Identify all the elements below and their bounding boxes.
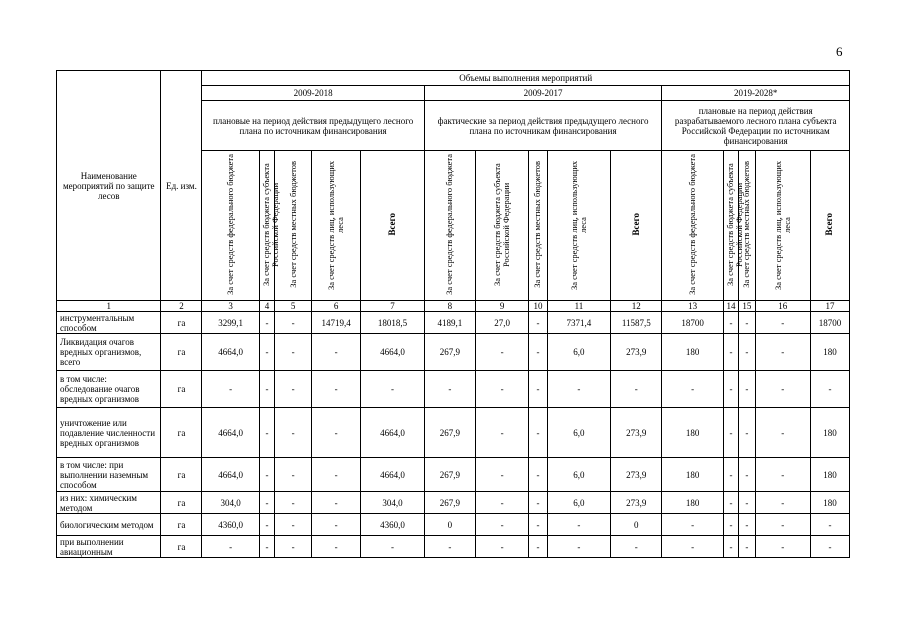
- col-num: 1: [57, 301, 161, 312]
- header-local-2: За счет средств местных бюджетов: [529, 151, 547, 301]
- col-num: 7: [361, 301, 425, 312]
- row-value: -: [739, 371, 755, 408]
- row-value: -: [547, 514, 611, 536]
- table-row: [57, 514, 850, 536]
- row-value: -: [259, 334, 274, 371]
- row-value: 4360,0: [361, 514, 425, 536]
- row-value: 4664,0: [202, 334, 259, 371]
- row-name: из них: химическим методом: [57, 492, 161, 514]
- header-fed-2: За счет средств федерального бюджета: [424, 151, 475, 301]
- row-value: -: [424, 371, 475, 408]
- row-value: 6,0: [547, 408, 611, 458]
- header-subj-2: За счет средств бюджета субъекта Российской Федерации: [475, 151, 528, 301]
- row-value: -: [611, 536, 662, 558]
- row-value: -: [259, 492, 274, 514]
- header-period-2009-2018: 2009-2018: [202, 86, 424, 101]
- row-unit: га: [161, 492, 202, 514]
- table-row: [57, 312, 850, 334]
- row-value: -: [662, 536, 723, 558]
- row-value: -: [810, 536, 849, 558]
- row-value: -: [475, 536, 528, 558]
- header-period-2019-2028: 2019-2028*: [662, 86, 850, 101]
- row-value: 180: [810, 458, 849, 492]
- row-value: -: [259, 536, 274, 558]
- col-num: 12: [611, 301, 662, 312]
- row-value: -: [755, 334, 810, 371]
- col-num: 6: [312, 301, 361, 312]
- row-value: 180: [662, 408, 723, 458]
- page-number: 6: [836, 44, 843, 59]
- row-value: 18700: [810, 312, 849, 334]
- row-value: -: [312, 408, 361, 458]
- row-value: -: [275, 408, 312, 458]
- row-value: 180: [810, 408, 849, 458]
- row-value: -: [739, 312, 755, 334]
- row-value: -: [475, 458, 528, 492]
- row-value: 18018,5: [361, 312, 425, 334]
- row-value: -: [723, 408, 738, 458]
- table-row: [57, 408, 850, 458]
- row-value: 7371,4: [547, 312, 611, 334]
- row-value: -: [312, 514, 361, 536]
- row-value: -: [259, 312, 274, 334]
- row-value: -: [259, 514, 274, 536]
- row-value: 180: [662, 458, 723, 492]
- row-value: 273,9: [611, 334, 662, 371]
- header-subj-1: За счет средств бюджета субъекта Российской Федерации: [259, 151, 274, 301]
- row-value: -: [312, 536, 361, 558]
- row-value: -: [361, 536, 425, 558]
- header-users-3: За счет средств лиц, использующих леса: [755, 151, 810, 301]
- row-value: -: [739, 334, 755, 371]
- row-value: 14719,4: [312, 312, 361, 334]
- row-value: -: [312, 371, 361, 408]
- row-value: -: [529, 334, 547, 371]
- header-local-1: За счет средств местных бюджетов: [275, 151, 312, 301]
- row-value: -: [529, 408, 547, 458]
- row-value: -: [611, 371, 662, 408]
- row-value: -: [723, 371, 738, 408]
- row-value: -: [547, 371, 611, 408]
- header-total-2: Всего: [611, 151, 662, 301]
- row-unit: га: [161, 514, 202, 536]
- col-num: 15: [739, 301, 755, 312]
- col-num: 4: [259, 301, 274, 312]
- row-value: 180: [810, 334, 849, 371]
- row-name: Ликвидация очагов вредных организмов, всего: [57, 334, 161, 371]
- row-value: 180: [662, 334, 723, 371]
- row-value: -: [259, 458, 274, 492]
- row-value: -: [723, 514, 738, 536]
- row-value: -: [723, 312, 738, 334]
- row-value: -: [275, 371, 312, 408]
- table-row: [57, 371, 850, 408]
- row-value: -: [529, 514, 547, 536]
- row-value: 27,0: [475, 312, 528, 334]
- row-value: -: [662, 371, 723, 408]
- header-group-planned-new: плановые на период действия разрабатываемого лесного плана субъекта Российской Федерации по источникам финансирования: [662, 101, 850, 151]
- row-value: -: [755, 408, 810, 458]
- col-num: 3: [202, 301, 259, 312]
- row-value: -: [810, 514, 849, 536]
- row-value: -: [475, 408, 528, 458]
- header-fed-3: За счет средств федерального бюджета: [662, 151, 723, 301]
- row-value: -: [755, 312, 810, 334]
- header-fed-1: За счет средств федерального бюджета: [202, 151, 259, 301]
- table-row: [57, 334, 850, 371]
- row-value: 0: [424, 514, 475, 536]
- col-num: 16: [755, 301, 810, 312]
- row-value: -: [739, 536, 755, 558]
- header-period-2009-2017: 2009-2017: [424, 86, 662, 101]
- row-value: -: [312, 492, 361, 514]
- row-value: -: [739, 408, 755, 458]
- row-value: -: [755, 536, 810, 558]
- row-value: -: [475, 371, 528, 408]
- row-unit: га: [161, 408, 202, 458]
- row-unit: га: [161, 458, 202, 492]
- row-value: 4664,0: [202, 408, 259, 458]
- row-value: -: [259, 408, 274, 458]
- row-value: -: [259, 371, 274, 408]
- table-row: [57, 492, 850, 514]
- header-volumes: Объемы выполнения мероприятий: [202, 71, 850, 86]
- row-value: 4664,0: [202, 458, 259, 492]
- row-name: в том числе: обследование очагов вредных организмов: [57, 371, 161, 408]
- row-value: -: [723, 458, 738, 492]
- row-value: -: [755, 514, 810, 536]
- row-value: -: [739, 458, 755, 492]
- col-num: 11: [547, 301, 611, 312]
- header-group-planned-prev: плановые на период действия предыдущего лесного плана по источникам финансирования: [202, 101, 424, 151]
- row-value: -: [312, 458, 361, 492]
- col-num: 14: [723, 301, 738, 312]
- row-value: 18700: [662, 312, 723, 334]
- row-value: 273,9: [611, 492, 662, 514]
- row-value: 180: [810, 492, 849, 514]
- header-users-1: За счет средств лиц, использующих леса: [312, 151, 361, 301]
- row-value: -: [529, 312, 547, 334]
- row-value: -: [424, 536, 475, 558]
- forest-protection-table: [56, 70, 850, 558]
- col-num: 8: [424, 301, 475, 312]
- row-value: -: [723, 536, 738, 558]
- row-value: 4664,0: [361, 458, 425, 492]
- row-name: инструментальным способом: [57, 312, 161, 334]
- row-value: -: [723, 334, 738, 371]
- row-value: 6,0: [547, 492, 611, 514]
- row-unit: га: [161, 371, 202, 408]
- row-value: 273,9: [611, 408, 662, 458]
- row-value: 0: [611, 514, 662, 536]
- row-name: уничтожение или подавление численности вредных организмов: [57, 408, 161, 458]
- header-users-2: За счет средств лиц, использующих леса: [547, 151, 611, 301]
- row-value: -: [202, 536, 259, 558]
- row-value: 6,0: [547, 334, 611, 371]
- row-value: -: [529, 458, 547, 492]
- row-unit: га: [161, 536, 202, 558]
- row-value: -: [475, 514, 528, 536]
- row-value: 4664,0: [361, 408, 425, 458]
- row-unit: га: [161, 334, 202, 371]
- table-row: [57, 536, 850, 558]
- header-local-3: За счет средств местных бюджетов: [739, 151, 755, 301]
- row-value: -: [312, 334, 361, 371]
- row-value: 180: [662, 492, 723, 514]
- row-value: -: [275, 334, 312, 371]
- row-value: 304,0: [202, 492, 259, 514]
- row-value: -: [275, 536, 312, 558]
- row-value: -: [275, 458, 312, 492]
- header-name-col: Наименование мероприятий по защите лесов: [57, 71, 161, 301]
- header-total-1: Всего: [361, 151, 425, 301]
- row-value: -: [475, 334, 528, 371]
- col-num: 5: [275, 301, 312, 312]
- row-value: -: [739, 514, 755, 536]
- col-num: 9: [475, 301, 528, 312]
- row-value: -: [275, 312, 312, 334]
- row-value: 267,9: [424, 458, 475, 492]
- row-name: при выполнении авиационным: [57, 536, 161, 558]
- header-subj-3: За счет средств бюджета субъекта Российской Федерации: [723, 151, 738, 301]
- col-num: 2: [161, 301, 202, 312]
- row-value: -: [529, 536, 547, 558]
- row-value: 4360,0: [202, 514, 259, 536]
- row-value: -: [723, 492, 738, 514]
- row-name: в том числе: при выполнении наземным способом: [57, 458, 161, 492]
- col-num: 13: [662, 301, 723, 312]
- row-value: 3299,1: [202, 312, 259, 334]
- row-value: -: [810, 371, 849, 408]
- header-group-actual-prev: фактические за период действия предыдущего лесного плана по источникам финансирования: [424, 101, 662, 151]
- row-value: -: [202, 371, 259, 408]
- row-value: 11587,5: [611, 312, 662, 334]
- row-value: 267,9: [424, 334, 475, 371]
- row-value: -: [755, 458, 810, 492]
- row-value: -: [662, 514, 723, 536]
- row-value: -: [529, 492, 547, 514]
- row-unit: га: [161, 312, 202, 334]
- column-number-row: [57, 301, 850, 312]
- row-value: 304,0: [361, 492, 425, 514]
- row-value: 267,9: [424, 492, 475, 514]
- row-value: -: [275, 514, 312, 536]
- row-value: 267,9: [424, 408, 475, 458]
- row-value: -: [739, 492, 755, 514]
- header-unit-col: Ед. изм.: [161, 71, 202, 301]
- row-value: 4189,1: [424, 312, 475, 334]
- row-value: 6,0: [547, 458, 611, 492]
- row-value: -: [755, 492, 810, 514]
- row-value: -: [755, 371, 810, 408]
- row-value: 273,9: [611, 458, 662, 492]
- col-num: 10: [529, 301, 547, 312]
- header-total-3: Всего: [810, 151, 849, 301]
- table-row: [57, 458, 850, 492]
- row-name: биологическим методом: [57, 514, 161, 536]
- row-value: -: [547, 536, 611, 558]
- row-value: 4664,0: [361, 334, 425, 371]
- col-num: 17: [810, 301, 849, 312]
- row-value: -: [529, 371, 547, 408]
- row-value: -: [275, 492, 312, 514]
- row-value: -: [361, 371, 425, 408]
- row-value: -: [475, 492, 528, 514]
